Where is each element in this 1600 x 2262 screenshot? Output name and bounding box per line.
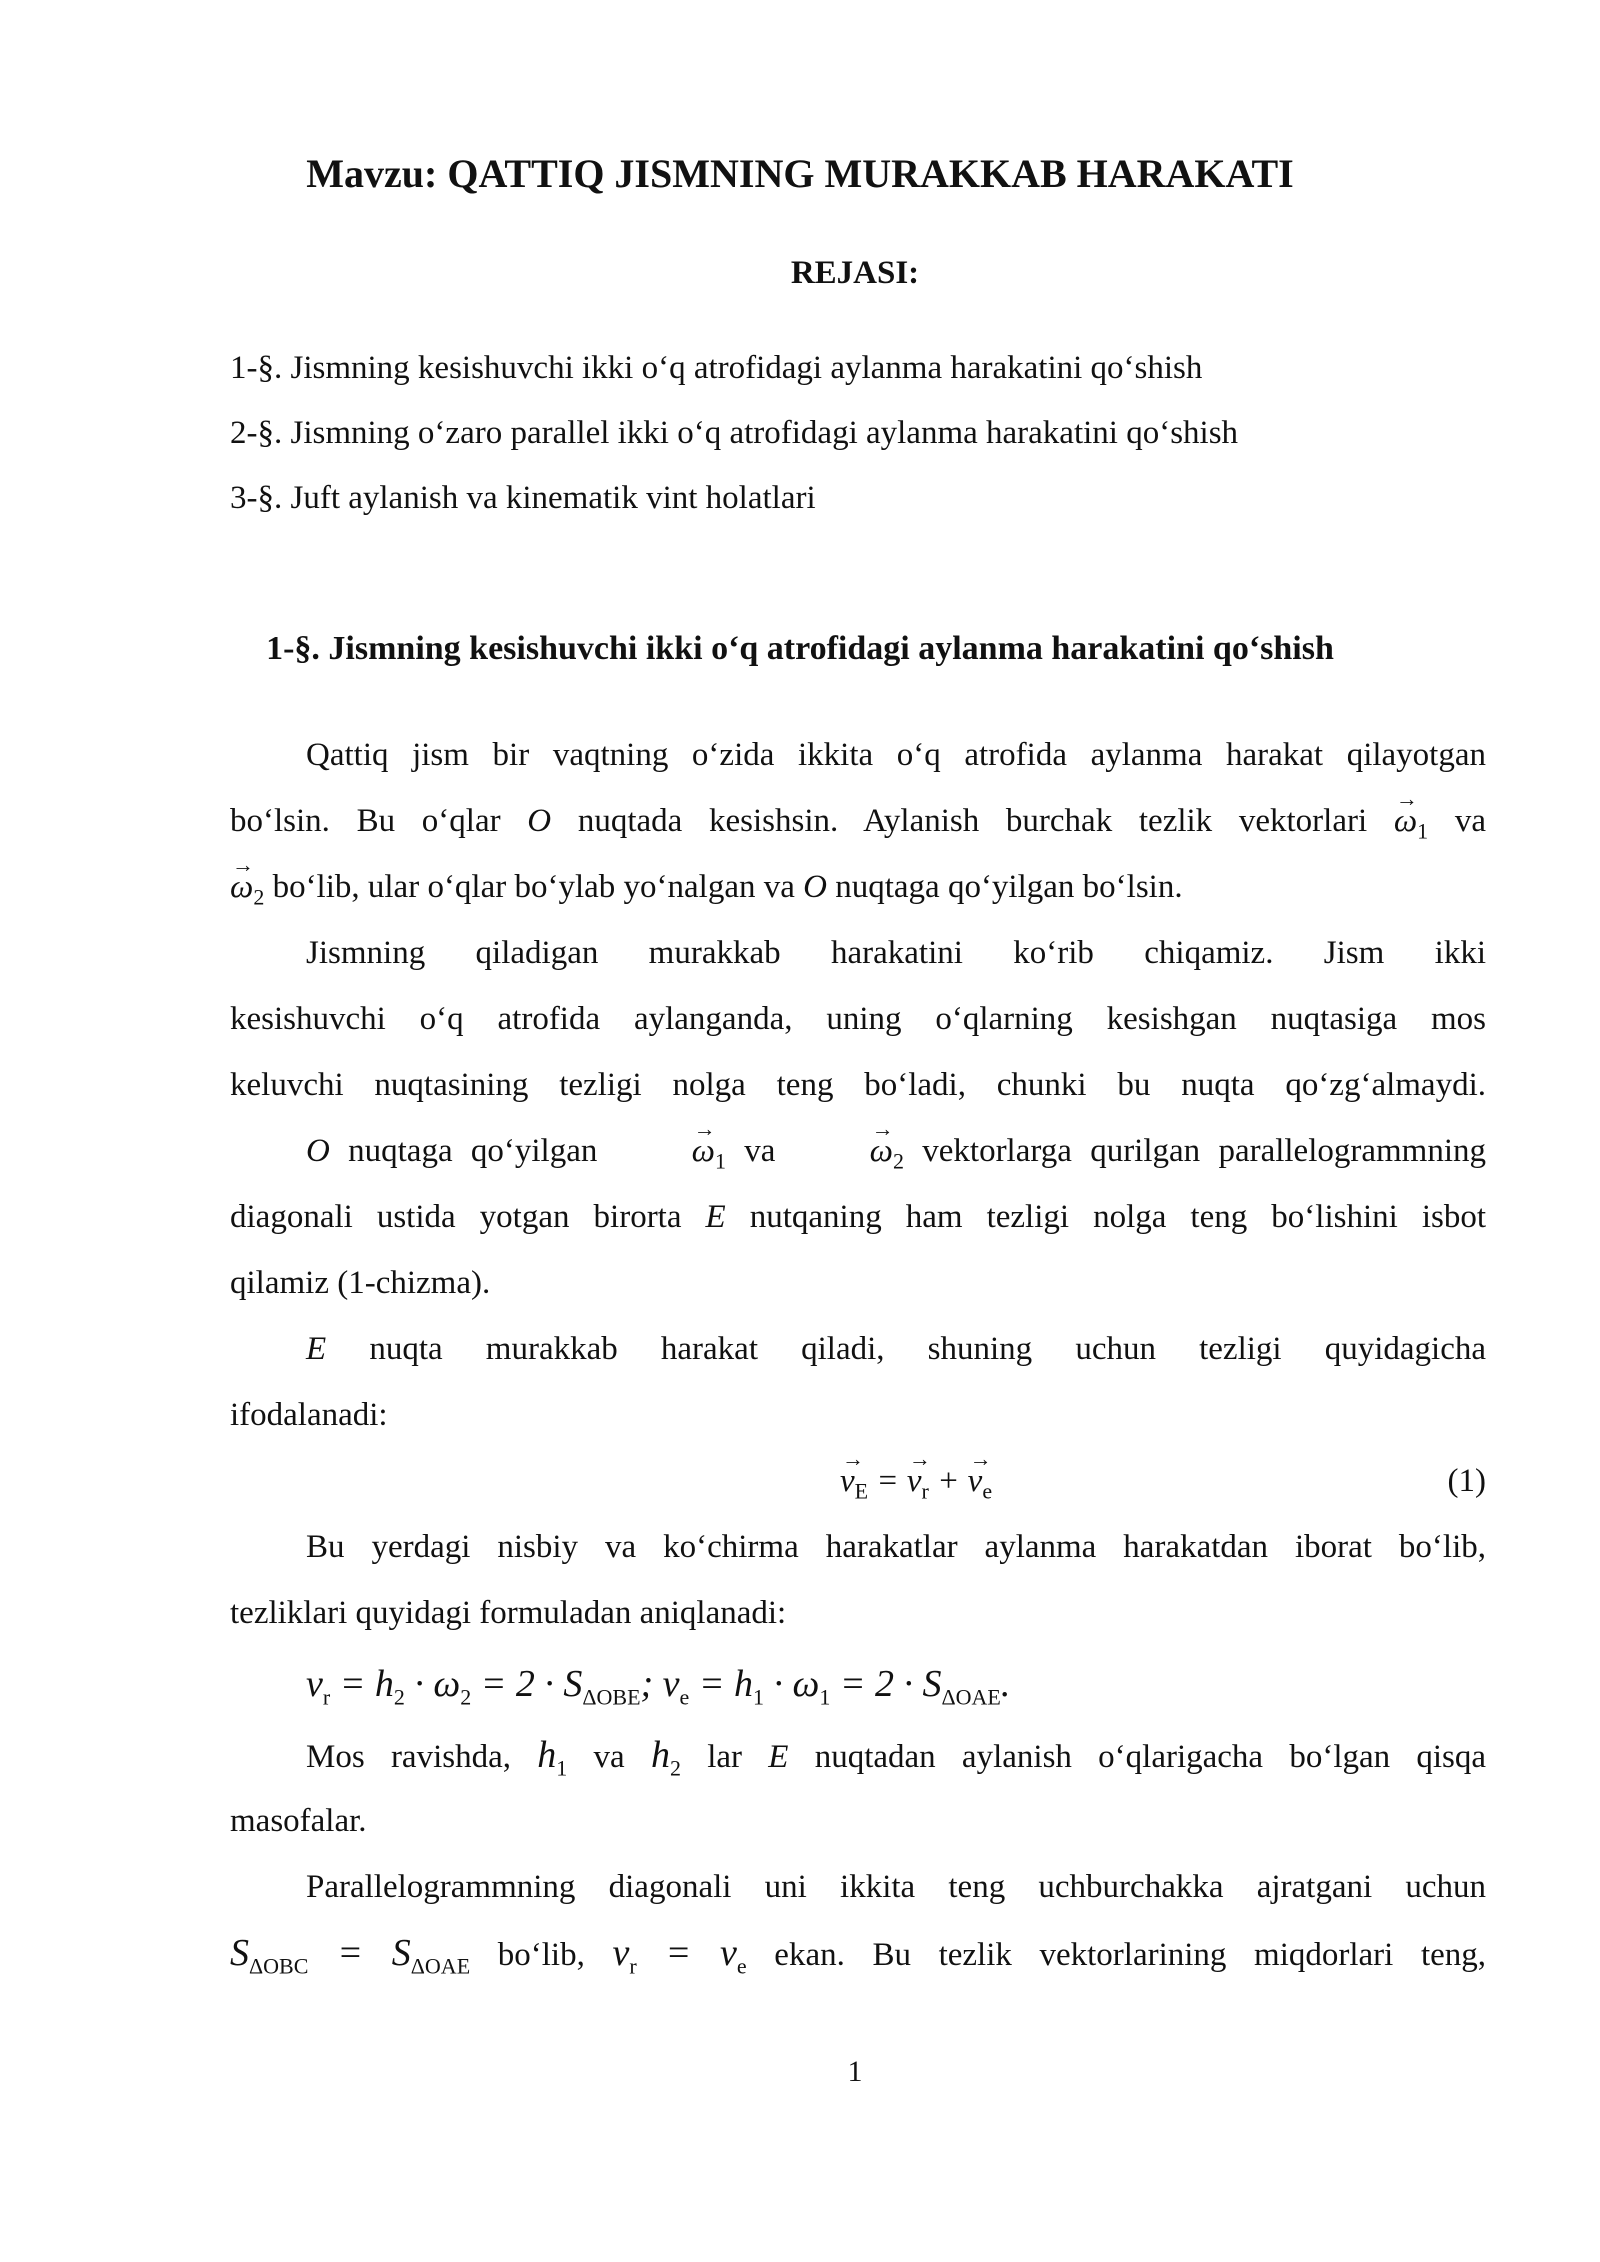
document-body	[230, 722, 1486, 1986]
p5-line-2: tezliklari quyidagi formuladan aniqlanadi:	[230, 1595, 787, 1631]
page-number: 1	[847, 2055, 863, 2088]
p3-line-1: O nuqtaga qo‘yilgan → $\omega_1$ va → $\omega_2$ vektorlarga qurilgan parallelogrammning	[230, 1118, 1486, 1184]
paragraph-6	[230, 1722, 1486, 1854]
equation-2: $v_r = h_2 \cdot \omega_2 = 2 \cdot S_{\Delta OBE}$; $v_e = h_1 \cdot \omega_1 = 2 \cdot S_{\Delta OAE}$.	[306, 1663, 1011, 1710]
equation-1-formula: → $v_E$ = → $v_r$ + → $v_e$	[840, 1448, 992, 1525]
p1-line-3: → $\omega_2$ bo‘lib, ular o‘qlar bo‘ylab yo‘nalgan va O nuqtaga qo‘yilgan bo‘lsin.	[230, 854, 1486, 920]
p5-line-1: Bu yerdagi nisbiy va ko‘chirma harakatlar aylanma harakatdan iborat bo‘lib,	[306, 1529, 1486, 1565]
p4-line-1: E nuqta murakkab harakat qiladi, shuning uchun tezligi quyidagicha	[306, 1331, 1487, 1367]
p3-line-3: qilamiz (1-chizma).	[230, 1265, 491, 1301]
p2-line-1: Jismning qiladigan murakkab harakatini ko‘rib chiqamiz. Jism ikki	[306, 935, 1486, 971]
paragraph-1	[230, 722, 1486, 920]
p4-line-2: ifodalanadi:	[230, 1397, 388, 1433]
omega1-vector: → $\omega_1$	[1394, 788, 1428, 865]
p6-line-1: Mos ravishda, $h_1$ va $h_2$ lar E nuqtadan aylanish o‘qlarigacha bo‘lgan qisqa	[306, 1734, 1487, 1781]
plan-heading: REJASI:	[790, 255, 920, 291]
plan-item-2: 2-§. Jismning o‘zaro parallel ikki o‘q atrofidagi aylanma harakatini qo‘shish	[230, 415, 1239, 451]
p6-line-2: masofalar.	[230, 1803, 367, 1839]
p1-line-1: Qattiq jism bir vaqtning o‘zida ikkita o‘q atrofida aylanma harakat qilayotgan	[306, 737, 1486, 773]
plan-item-3: 3-§. Juft aylanish va kinematik vint holatlari	[230, 480, 816, 516]
section-heading: 1-§. Jismning kesishuvchi ikki o‘q atrofidagi aylanma harakatini qo‘shish	[266, 630, 1334, 667]
p2-line-2: kesishuvchi o‘q atrofida aylanganda, uning o‘qlarning kesishgan nuqtasiga mos	[230, 1001, 1486, 1037]
omega2-vector: → $\omega_2$	[230, 854, 264, 931]
p2-line-3: keluvchi nuqtasining tezligi nolga teng bo‘ladi, chunki bu nuqta qo‘zg‘almaydi.	[230, 1067, 1486, 1103]
page-title: Mavzu: QATTIQ JISMNING MURAKKAB HARAKATI	[306, 151, 1294, 196]
p1-line-2: bo‘lsin. Bu o‘qlar O nuqtada kesishsin. Aylanish burchak tezlik vektorlari → $\omega_1$ va	[230, 788, 1486, 854]
plan-item-1: 1-§. Jismning kesishuvchi ikki o‘q atrofidagi aylanma harakatini qo‘shish	[230, 350, 1203, 386]
plan-list	[230, 343, 1238, 538]
paragraph-2	[230, 920, 1486, 1118]
paragraph-7	[230, 1854, 1486, 1986]
p3-line-2: diagonali ustida yotgan birorta E nutqaning ham tezligi nolga teng bo‘lishini isbot	[230, 1199, 1486, 1235]
paragraph-3	[230, 1118, 1486, 1316]
paragraph-5	[230, 1514, 1486, 1646]
equation-1-number: (1)	[1447, 1463, 1486, 1499]
equation-1	[230, 1448, 1486, 1514]
p7-line-1: Parallelogrammning diagonali uni ikkita teng uchburchakka ajratgani uchun	[306, 1869, 1486, 1905]
p7-line-2: $S_{\Delta OBC} = S_{\Delta OAE}$ bo‘lib, $v_r = v_e$ ekan. Bu tezlik vektorlarining miqdorlari teng,	[230, 1932, 1487, 1979]
